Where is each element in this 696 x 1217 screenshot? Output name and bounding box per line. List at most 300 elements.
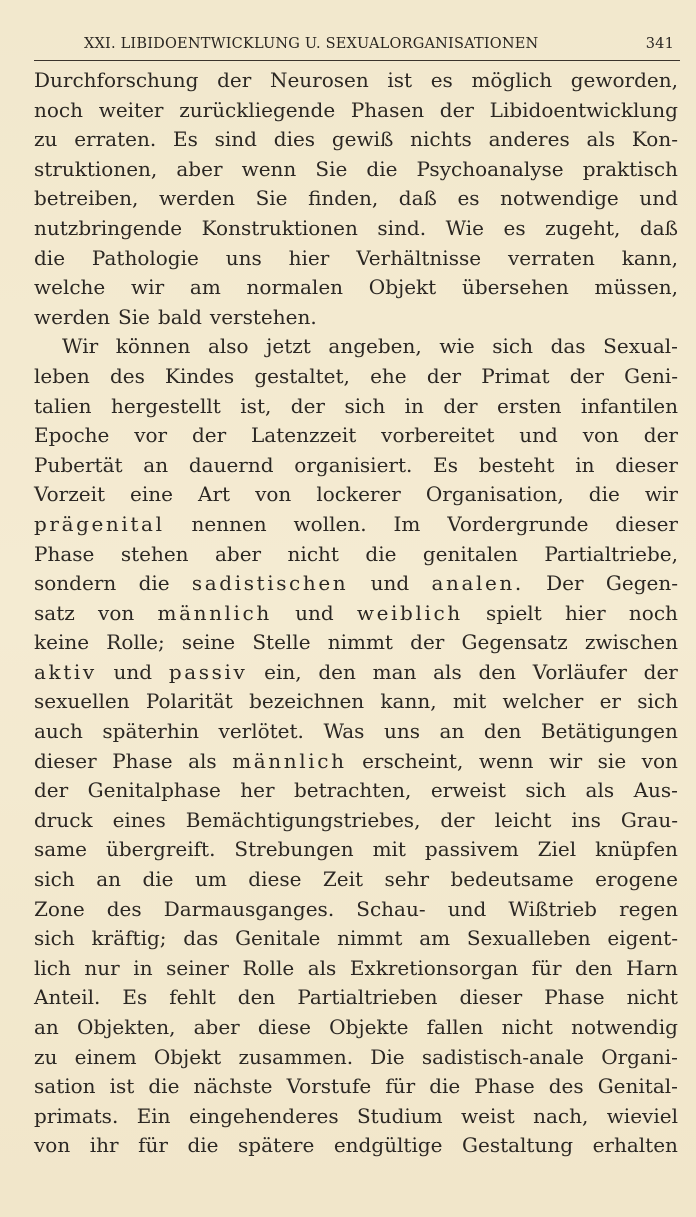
word: der bbox=[439, 97, 474, 122]
word: Stelle bbox=[252, 630, 311, 655]
word: männlich bbox=[157, 600, 272, 625]
word: Objekt bbox=[153, 1044, 222, 1069]
word: sie bbox=[597, 748, 627, 773]
text-line bbox=[34, 66, 678, 96]
text-line bbox=[34, 125, 678, 155]
word: Wir bbox=[62, 334, 99, 359]
word: Sie bbox=[315, 156, 348, 181]
word: dieser bbox=[615, 511, 678, 536]
word: verstehen. bbox=[209, 304, 317, 329]
word: Betätigungen bbox=[540, 719, 678, 744]
word: wollen. bbox=[293, 511, 367, 536]
word: hier bbox=[564, 600, 606, 625]
word: in bbox=[404, 393, 424, 418]
word: besteht bbox=[478, 452, 555, 477]
word: uns bbox=[225, 245, 262, 270]
word: des bbox=[548, 1074, 584, 1099]
text-line bbox=[34, 569, 678, 599]
word: Objekte bbox=[329, 1015, 409, 1039]
word: Zone bbox=[34, 896, 85, 921]
word: noch bbox=[34, 97, 84, 122]
word: Anteil. bbox=[34, 985, 101, 1010]
word: Kindes bbox=[165, 363, 235, 388]
word: Rolle bbox=[242, 955, 295, 980]
word: als bbox=[586, 127, 616, 152]
text-line bbox=[34, 332, 678, 362]
word: weiter bbox=[98, 97, 164, 122]
word: nichts bbox=[410, 127, 472, 152]
word: Genitalphase bbox=[87, 778, 221, 803]
word: Genitale bbox=[235, 926, 321, 951]
word: der bbox=[440, 807, 475, 832]
word: fehlt bbox=[169, 985, 216, 1010]
text-line bbox=[34, 214, 678, 244]
word: vor bbox=[134, 423, 168, 448]
word: nicht bbox=[626, 985, 678, 1010]
word: erscheint, bbox=[362, 748, 464, 773]
word: angeben, bbox=[328, 334, 422, 359]
word: für bbox=[138, 1133, 168, 1158]
word: der bbox=[410, 630, 445, 655]
word: Primat bbox=[481, 363, 550, 388]
word: her bbox=[240, 778, 275, 803]
word: um bbox=[194, 867, 227, 892]
word: Die bbox=[370, 1044, 405, 1069]
word: wir bbox=[644, 482, 678, 507]
word: nimmt bbox=[327, 630, 393, 655]
word: bedeutsame bbox=[450, 867, 574, 892]
text-line bbox=[34, 865, 678, 895]
word: nicht bbox=[287, 541, 339, 566]
word: kann, bbox=[380, 689, 437, 714]
word: für bbox=[531, 955, 562, 980]
word: es bbox=[430, 68, 453, 92]
word: von bbox=[255, 482, 292, 507]
word: hier bbox=[288, 245, 330, 270]
text-line bbox=[34, 1131, 678, 1161]
text-line bbox=[34, 392, 678, 422]
word: werden bbox=[158, 186, 235, 211]
word: wir bbox=[549, 748, 583, 773]
word: sondern bbox=[34, 571, 117, 596]
word: und bbox=[519, 423, 558, 448]
word: der bbox=[643, 423, 678, 448]
word: der bbox=[569, 363, 604, 388]
word: ins bbox=[571, 807, 601, 832]
word: weiblich bbox=[356, 600, 463, 625]
word: analen. bbox=[431, 571, 524, 596]
word: zu bbox=[34, 127, 58, 152]
word: Rolle; bbox=[106, 630, 165, 655]
word: stehen bbox=[120, 541, 189, 566]
word: übersehen bbox=[461, 275, 569, 300]
word: aber bbox=[176, 156, 223, 181]
word: Geni- bbox=[624, 363, 678, 388]
text-line bbox=[34, 1013, 678, 1043]
word: Phasen bbox=[350, 97, 425, 122]
word: an bbox=[34, 1015, 59, 1039]
word: am bbox=[419, 926, 451, 951]
word: Sie bbox=[118, 304, 150, 329]
word: bezeichnen bbox=[249, 689, 365, 714]
word: Schau- bbox=[356, 896, 426, 921]
word: erraten. bbox=[74, 127, 157, 152]
word: Durchforschung bbox=[34, 68, 199, 92]
word: fallen bbox=[426, 1015, 484, 1039]
text-line bbox=[34, 96, 678, 126]
word: Latenzzeit bbox=[251, 423, 357, 448]
word: am bbox=[189, 275, 221, 300]
word: für bbox=[385, 1074, 416, 1099]
word: und bbox=[370, 571, 410, 596]
word: den bbox=[318, 659, 356, 684]
word: Gestaltung bbox=[462, 1133, 574, 1158]
word: von bbox=[641, 748, 678, 773]
word: Phase bbox=[474, 1074, 535, 1099]
word: notwendig bbox=[571, 1015, 678, 1039]
word: daß bbox=[639, 215, 678, 240]
word: dauernd bbox=[188, 452, 274, 477]
word: daß bbox=[398, 186, 437, 211]
text-line bbox=[34, 421, 678, 451]
word: ist, bbox=[240, 393, 272, 418]
word: zurückliegende bbox=[179, 97, 336, 122]
word: druck bbox=[34, 807, 93, 832]
word: normalen bbox=[246, 275, 344, 300]
word: sind. bbox=[377, 215, 427, 240]
word: die bbox=[588, 482, 620, 507]
text-line bbox=[34, 687, 678, 717]
word: werden bbox=[34, 304, 111, 329]
word: Der bbox=[546, 571, 584, 596]
word: wieviel bbox=[606, 1103, 678, 1128]
word: es bbox=[503, 215, 526, 240]
word: Gegen- bbox=[605, 571, 678, 596]
word: in bbox=[133, 955, 153, 980]
word: same bbox=[34, 837, 87, 862]
word: betrachten, bbox=[294, 778, 412, 803]
word: auch bbox=[34, 719, 83, 744]
text-line bbox=[34, 776, 678, 806]
word: können bbox=[115, 334, 191, 359]
word: an bbox=[143, 452, 169, 477]
word: diese bbox=[257, 1015, 312, 1039]
word: zwischen bbox=[584, 630, 678, 655]
word: leicht bbox=[494, 807, 552, 832]
word: noch bbox=[628, 600, 678, 625]
word: vorbereitet bbox=[381, 423, 495, 448]
word: das bbox=[183, 926, 219, 951]
word: sich bbox=[344, 393, 386, 418]
word: notwendige bbox=[500, 186, 619, 211]
word: eines bbox=[112, 807, 166, 832]
word: die bbox=[429, 1074, 461, 1099]
text-line bbox=[34, 451, 678, 481]
word: Objekten, bbox=[76, 1015, 176, 1039]
word: Ein bbox=[136, 1103, 171, 1128]
word: wir bbox=[131, 275, 165, 300]
word: an bbox=[439, 719, 465, 744]
word: also bbox=[207, 334, 249, 359]
page-number: 341 bbox=[645, 36, 674, 52]
word: Gegensatz bbox=[461, 630, 568, 655]
word: genitalen bbox=[422, 541, 518, 566]
word: infantilen bbox=[580, 393, 678, 418]
word: welche bbox=[34, 275, 106, 300]
word: weist bbox=[461, 1103, 515, 1128]
word: jetzt bbox=[266, 334, 311, 359]
word: und bbox=[639, 186, 678, 211]
text-line bbox=[34, 628, 678, 658]
word: uns bbox=[383, 719, 420, 744]
word: möglich bbox=[471, 68, 553, 92]
word: die bbox=[148, 1074, 180, 1099]
word: hergestellt bbox=[110, 393, 221, 418]
word: in bbox=[575, 452, 595, 477]
word: wenn bbox=[241, 156, 297, 181]
word: dieser bbox=[34, 748, 97, 773]
text-line bbox=[34, 599, 678, 629]
word: kräftig; bbox=[91, 926, 167, 951]
word: und bbox=[447, 896, 487, 921]
word: erogene bbox=[595, 867, 678, 892]
text-line bbox=[34, 658, 678, 688]
word: seine bbox=[181, 630, 236, 655]
text-line bbox=[34, 184, 678, 214]
word: Psychoanalyse bbox=[416, 156, 564, 181]
word: Vorzeit bbox=[34, 482, 106, 507]
word: Zeit bbox=[322, 867, 364, 892]
word: eingehenderes bbox=[188, 1103, 339, 1128]
word: Organisation, bbox=[425, 482, 564, 507]
text-line bbox=[34, 540, 678, 570]
word: der bbox=[217, 68, 252, 92]
word: Bemächtigungstriebes, bbox=[185, 807, 421, 832]
word: Libidoentwicklung bbox=[489, 97, 678, 122]
word: es bbox=[457, 186, 480, 211]
word: nächste bbox=[193, 1074, 273, 1099]
word: dieser bbox=[615, 452, 678, 477]
text-line bbox=[34, 806, 678, 836]
word: die bbox=[366, 156, 398, 181]
word: den bbox=[478, 659, 516, 684]
text-line bbox=[34, 244, 678, 274]
text-line bbox=[34, 835, 678, 865]
word: nur bbox=[84, 955, 120, 980]
word: nimmt bbox=[337, 926, 403, 951]
word: erhalten bbox=[592, 1133, 678, 1158]
word: Wißtrieb bbox=[508, 896, 597, 921]
word: der bbox=[191, 423, 227, 448]
word: Kon- bbox=[631, 127, 678, 152]
body-text bbox=[34, 66, 678, 1161]
word: Pubertät bbox=[34, 452, 123, 477]
word: nach, bbox=[533, 1103, 589, 1128]
word: Phase bbox=[544, 985, 605, 1010]
word: Exkretionsorgan bbox=[349, 955, 519, 980]
text-line bbox=[34, 1072, 678, 1102]
word: die bbox=[187, 1133, 219, 1158]
word: sich bbox=[637, 689, 678, 714]
word: aber bbox=[214, 541, 262, 566]
word: der bbox=[426, 363, 462, 388]
word: organisiert. bbox=[294, 452, 413, 477]
word: Sexual- bbox=[603, 334, 678, 359]
word: Vorstufe bbox=[286, 1074, 372, 1099]
word: sexuellen bbox=[34, 689, 130, 714]
word: Aus- bbox=[633, 778, 678, 803]
word: aktiv bbox=[34, 659, 97, 684]
word: Wie bbox=[445, 215, 484, 240]
word: von bbox=[582, 423, 619, 448]
word: betreiben, bbox=[34, 186, 139, 211]
word: praktisch bbox=[582, 156, 678, 181]
header-rule bbox=[34, 60, 680, 61]
word: Darmausganges. bbox=[163, 896, 335, 921]
text-line bbox=[34, 895, 678, 925]
text-line bbox=[34, 362, 678, 392]
text-line bbox=[34, 1102, 678, 1132]
word: welcher bbox=[502, 689, 584, 714]
word: als bbox=[585, 778, 615, 803]
word: lich bbox=[34, 955, 71, 980]
word: bald bbox=[157, 304, 202, 329]
text-line bbox=[34, 747, 678, 777]
word: Im bbox=[393, 511, 421, 536]
word: er bbox=[599, 689, 621, 714]
word: der bbox=[443, 393, 478, 418]
word: regen bbox=[619, 896, 678, 921]
word: erweist bbox=[430, 778, 506, 803]
word: der bbox=[34, 778, 69, 803]
word: als bbox=[188, 748, 217, 773]
word: eigent- bbox=[607, 926, 678, 951]
word: sation bbox=[34, 1074, 96, 1099]
word: Pathologie bbox=[91, 245, 199, 270]
text-line bbox=[34, 303, 678, 333]
word: man bbox=[372, 659, 417, 684]
word: lockerer bbox=[316, 482, 401, 507]
word: finden, bbox=[308, 186, 379, 211]
word: ist bbox=[109, 1074, 135, 1099]
word: gewiß bbox=[331, 127, 394, 152]
running-head bbox=[34, 36, 680, 58]
word: die bbox=[138, 571, 170, 596]
word: kann, bbox=[621, 245, 678, 270]
text-line bbox=[34, 717, 678, 747]
word: Konstruktionen bbox=[201, 215, 358, 240]
word: die bbox=[34, 245, 66, 270]
word: zu bbox=[34, 1044, 58, 1069]
word: sehr bbox=[384, 867, 430, 892]
word: Studium bbox=[356, 1103, 443, 1128]
word: passiv bbox=[168, 659, 248, 684]
word: verlötet. bbox=[218, 719, 304, 744]
word: dieser bbox=[459, 985, 523, 1010]
word: Neurosen bbox=[269, 68, 369, 92]
word: eine bbox=[130, 482, 173, 507]
word: des bbox=[109, 363, 145, 388]
text-line bbox=[34, 924, 678, 954]
word: Ziel bbox=[537, 837, 577, 862]
word: Sexualleben bbox=[466, 926, 591, 951]
word: leben bbox=[34, 363, 90, 388]
word: ehe bbox=[370, 363, 407, 388]
word: geworden, bbox=[570, 68, 678, 92]
word: die bbox=[142, 867, 174, 892]
word: sich bbox=[492, 334, 533, 359]
word: sadistischen bbox=[191, 571, 349, 596]
word: knüpfen bbox=[595, 837, 678, 862]
word: wie bbox=[439, 334, 475, 359]
word: müssen, bbox=[594, 275, 678, 300]
word: Sie bbox=[255, 186, 288, 211]
word: wenn bbox=[478, 748, 534, 773]
word: primats. bbox=[34, 1103, 119, 1128]
word: struktionen, bbox=[34, 156, 158, 181]
word: Genital- bbox=[597, 1074, 678, 1099]
text-line bbox=[34, 983, 678, 1013]
word: Epoche bbox=[34, 423, 110, 448]
word: satz bbox=[34, 600, 75, 625]
word: an bbox=[96, 867, 122, 892]
word: aber bbox=[193, 1015, 240, 1039]
word: sich bbox=[34, 926, 75, 951]
word: seiner bbox=[166, 955, 229, 980]
text-line bbox=[34, 1043, 678, 1073]
word: prägenital bbox=[34, 511, 165, 536]
word: Partialtrieben bbox=[297, 985, 438, 1010]
word: spielt bbox=[486, 600, 542, 625]
word: ein, bbox=[264, 659, 302, 684]
word: den bbox=[483, 719, 522, 744]
word: mit bbox=[452, 689, 487, 714]
word: verraten bbox=[507, 245, 595, 270]
word: Partialtriebe, bbox=[544, 541, 678, 566]
text-line bbox=[34, 155, 678, 185]
word: sind bbox=[214, 127, 257, 152]
word: als bbox=[433, 659, 462, 684]
word: Phase bbox=[112, 748, 173, 773]
word: und bbox=[113, 659, 153, 684]
word: Polarität bbox=[145, 689, 233, 714]
word: ist bbox=[387, 68, 413, 92]
word: ersten bbox=[497, 393, 562, 418]
word: talien bbox=[34, 393, 92, 418]
word: Strebungen bbox=[234, 837, 354, 862]
word: anderes bbox=[488, 127, 570, 152]
word: von bbox=[98, 600, 135, 625]
word: Verhältnisse bbox=[356, 245, 482, 270]
word: der bbox=[643, 659, 678, 684]
word: sich bbox=[34, 867, 75, 892]
word: endgültige bbox=[333, 1133, 443, 1158]
word: Objekt bbox=[368, 275, 437, 300]
word: das bbox=[550, 334, 586, 359]
word: Es bbox=[122, 985, 148, 1010]
word: zugeht, bbox=[545, 215, 621, 240]
word: Es bbox=[172, 127, 198, 152]
word: Vorläufer bbox=[532, 659, 627, 684]
word: den bbox=[575, 955, 613, 980]
word: dies bbox=[273, 127, 316, 152]
word: von bbox=[34, 1133, 71, 1158]
word: ihr bbox=[89, 1133, 119, 1158]
text-line bbox=[34, 273, 678, 303]
word: diese bbox=[248, 867, 302, 892]
text-line bbox=[34, 510, 678, 540]
word: als bbox=[307, 955, 337, 980]
